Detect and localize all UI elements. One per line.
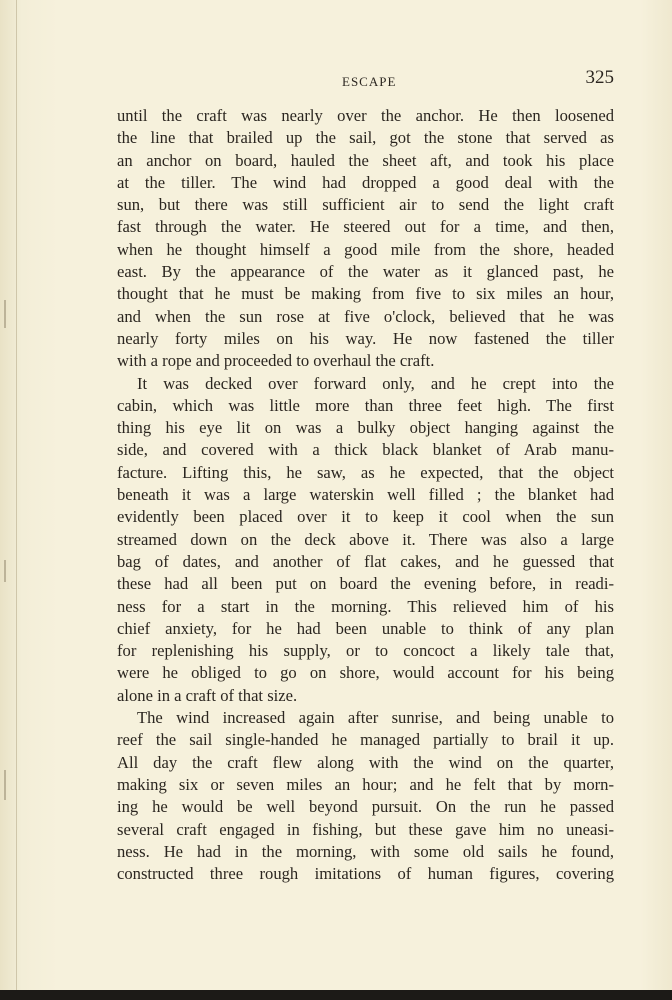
text-line: ness for a start in the morning. This relieved him of his bbox=[117, 596, 614, 616]
scan-bottom-edge bbox=[0, 990, 672, 1000]
text-line: until the craft was nearly over the anchor. He then loosened bbox=[117, 106, 614, 125]
text-line: The wind increased again after sunrise, and being unable to bbox=[137, 708, 614, 728]
binding-gutter-line bbox=[16, 0, 17, 990]
text-line: sun, but there was still sufficient air to send the light craft bbox=[117, 195, 614, 215]
margin-mark bbox=[4, 560, 6, 582]
margin-mark bbox=[4, 300, 6, 328]
text-line: making six or seven miles an hour; and he felt that by morn- bbox=[117, 774, 614, 794]
text-line: the line that brailed up the sail, got the stone that served as bbox=[117, 128, 614, 148]
text-line: It was decked over forward only, and he crept into the bbox=[137, 373, 614, 393]
text-line: All day the craft flew along with the wind on the quarter, bbox=[117, 752, 614, 772]
margin-mark bbox=[4, 770, 6, 800]
text-line: facture. Lifting this, he saw, as he expected, that the object bbox=[117, 462, 614, 482]
text-line: cabin, which was little more than three feet high. The first bbox=[117, 395, 614, 415]
text-line: reef the sail single-handed he managed partially to brail it up. bbox=[117, 730, 614, 750]
page-number: 325 bbox=[585, 67, 614, 88]
text-line: an anchor on board, hauled the sheet aft, and took his place bbox=[117, 150, 614, 170]
text-line: fast through the water. He steered out for a time, and then, bbox=[117, 217, 614, 237]
text-line: ing he would be well beyond pursuit. On the run he passed bbox=[117, 797, 614, 817]
text-line: bag of dates, and another of flat cakes, and he guessed that bbox=[117, 551, 614, 571]
text-line: ness. He had in the morning, with some old sails he found, bbox=[117, 841, 614, 861]
text-line: beneath it was a large waterskin well filled ; the blanket had bbox=[117, 485, 614, 505]
text-line: at the tiller. The wind had dropped a good deal with the bbox=[117, 172, 614, 192]
text-line: east. By the appearance of the water as it glanced past, he bbox=[117, 262, 614, 282]
text-line: alone in a craft of that size. bbox=[117, 685, 298, 705]
text-line: for replenishing his supply, or to concoct a likely tale that, bbox=[117, 641, 614, 661]
text-line: thought that he must be making from five to six miles an hour, bbox=[117, 284, 614, 304]
text-line: and when the sun rose at five o'clock, believed that he was bbox=[117, 306, 614, 326]
text-line: were he obliged to go on shore, would account for his being bbox=[117, 663, 614, 683]
running-head: ESCAPE bbox=[342, 74, 397, 89]
text-line: these had all been put on board the evening before, in readi- bbox=[117, 574, 614, 594]
text-line: thing his eye lit on was a bulky object hanging against the bbox=[117, 418, 614, 438]
text-line: side, and covered with a thick black blanket of Arab manu- bbox=[117, 440, 614, 460]
text-line: when he thought himself a good mile from the shore, headed bbox=[117, 239, 614, 259]
text-line: constructed three rough imitations of human figures, covering bbox=[117, 864, 614, 884]
body-text bbox=[117, 105, 614, 885]
text-line: several craft engaged in fishing, but these gave him no uneasi- bbox=[117, 819, 614, 839]
text-line: chief anxiety, for he had been unable to think of any plan bbox=[117, 618, 614, 638]
text-line: nearly forty miles on his way. He now fastened the tiller bbox=[117, 328, 614, 348]
page-header bbox=[0, 66, 672, 94]
text-line: evidently been placed over it to keep it cool when the sun bbox=[117, 507, 614, 527]
text-line: streamed down on the deck above it. There was also a large bbox=[117, 529, 614, 549]
text-line: with a rope and proceeded to overhaul the craft. bbox=[117, 351, 435, 371]
